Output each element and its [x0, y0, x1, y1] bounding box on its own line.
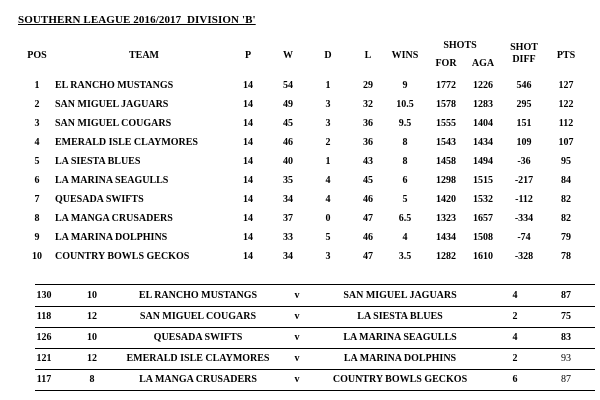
row-5-d: 1: [325, 156, 331, 167]
row-6-shots-aga: 1515: [473, 175, 493, 186]
row-7-shots-for: 1420: [436, 194, 456, 205]
row-6-pts: 84: [561, 175, 571, 186]
row-3-team: SAN MIGUEL COUGARS: [55, 118, 172, 129]
row-7-team: QUESADA SWIFTS: [55, 194, 144, 205]
row-6-p: 14: [243, 175, 253, 186]
fixture-3-col-d: 83: [561, 332, 571, 343]
fixture-5-col-b: 8: [89, 374, 95, 385]
row-8-team: LA MANGA CRUSADERS: [55, 213, 173, 224]
header-l: L: [364, 50, 372, 61]
row-7-w: 34: [283, 194, 293, 205]
fixture-4-home: EMERALD ISLE CLAYMORES: [126, 353, 270, 364]
row-9-pos: 9: [34, 232, 40, 243]
fixture-1-col-d: 87: [561, 290, 571, 301]
header-wins: WINS: [391, 50, 419, 61]
row-8-pos: 8: [34, 213, 40, 224]
row-2-team: SAN MIGUEL JAGUARS: [55, 99, 169, 110]
row-1-team: EL RANCHO MUSTANGS: [55, 80, 174, 91]
row-2-shot-diff: 295: [516, 99, 532, 110]
row-5-pts: 95: [561, 156, 571, 167]
row-3-shot-diff: 151: [516, 118, 532, 129]
row-8-d: 0: [325, 213, 331, 224]
row-4-w: 46: [283, 137, 293, 148]
row-4-team: EMERALD ISLE CLAYMORES: [55, 137, 198, 148]
row-10-pos: 10: [32, 251, 42, 262]
header-d: D: [324, 50, 332, 61]
header-shot-diff-line2: DIFF: [512, 54, 536, 65]
row-5-pos: 5: [34, 156, 40, 167]
fixture-5-vs: v: [294, 374, 300, 385]
fixture-4-vs: v: [294, 353, 300, 364]
row-7-l: 46: [363, 194, 373, 205]
fixture-4-col-d: 93: [561, 353, 571, 364]
row-4-pos: 4: [34, 137, 40, 148]
fixture-3-col-b: 10: [87, 332, 97, 343]
row-2-pos: 2: [34, 99, 40, 110]
row-4-l: 36: [363, 137, 373, 148]
row-7-shot-diff: -112: [515, 194, 533, 205]
row-6-pos: 6: [34, 175, 40, 186]
header-p: P: [244, 50, 252, 61]
fixture-5-away: COUNTRY BOWLS GECKOS: [332, 374, 468, 385]
row-6-l: 45: [363, 175, 373, 186]
header-pts: PTS: [556, 50, 576, 61]
row-5-w: 40: [283, 156, 293, 167]
fixture-3-col-a: 126: [36, 332, 52, 343]
row-3-shots-aga: 1404: [473, 118, 493, 129]
row-4-pts: 107: [558, 137, 574, 148]
row-3-pos: 3: [34, 118, 40, 129]
fixture-1-away: SAN MIGUEL JAGUARS: [343, 290, 457, 301]
fixture-1-col-b: 10: [87, 290, 97, 301]
row-3-pts: 112: [558, 118, 574, 129]
fixture-2-vs: v: [294, 311, 300, 322]
page-title: SOUTHERN LEAGUE 2016/2017 DIVISION 'B': [18, 14, 256, 26]
row-9-d: 5: [325, 232, 331, 243]
row-2-w: 49: [283, 99, 293, 110]
row-5-shots-aga: 1494: [473, 156, 493, 167]
row-2-p: 14: [243, 99, 253, 110]
row-10-l: 47: [363, 251, 373, 262]
row-9-shot-diff: -74: [517, 232, 531, 243]
row-2-wins: 10.5: [396, 99, 414, 110]
row-9-team: LA MARINA DOLPHINS: [55, 232, 168, 243]
row-8-shots-for: 1323: [436, 213, 456, 224]
row-10-pts: 78: [561, 251, 571, 262]
header-shot-diff-line1: SHOT: [510, 42, 538, 53]
row-5-wins: 8: [402, 156, 408, 167]
row-6-team: LA MARINA SEAGULLS: [55, 175, 169, 186]
fixture-3-col-c: 4: [512, 332, 518, 343]
row-10-shot-diff: -328: [514, 251, 534, 262]
row-8-wins: 6.5: [398, 213, 412, 224]
row-2-l: 32: [363, 99, 373, 110]
row-7-d: 4: [325, 194, 331, 205]
row-4-p: 14: [243, 137, 253, 148]
row-1-shots-aga: 1226: [473, 80, 493, 91]
row-4-shots-for: 1543: [436, 137, 456, 148]
row-9-w: 33: [283, 232, 293, 243]
row-6-wins: 6: [402, 175, 408, 186]
fixture-1-home: EL RANCHO MUSTANGS: [138, 290, 258, 301]
fixtures-divider-bottom: [35, 390, 595, 391]
row-2-d: 3: [325, 99, 331, 110]
row-10-wins: 3.5: [398, 251, 412, 262]
row-2-shots-aga: 1283: [473, 99, 493, 110]
row-3-l: 36: [363, 118, 373, 129]
fixture-5-col-c: 6: [512, 374, 518, 385]
row-7-pos: 7: [34, 194, 40, 205]
fixture-5-col-d: 87: [561, 374, 571, 385]
fixture-2-away: LA SIESTA BLUES: [357, 311, 443, 322]
row-10-shots-for: 1282: [436, 251, 456, 262]
row-7-pts: 82: [561, 194, 571, 205]
row-10-d: 3: [325, 251, 331, 262]
row-6-shot-diff: -217: [514, 175, 534, 186]
row-2-pts: 122: [558, 99, 574, 110]
fixture-2-col-a: 118: [36, 311, 52, 322]
header-team: TEAM: [129, 50, 159, 61]
fixture-3-home: QUESADA SWIFTS: [153, 332, 243, 343]
fixture-4-col-c: 2: [512, 353, 518, 364]
fixtures-divider-top: [35, 284, 595, 285]
row-9-shots-for: 1434: [436, 232, 456, 243]
fixture-5-col-a: 117: [36, 374, 52, 385]
row-4-wins: 8: [402, 137, 408, 148]
fixture-1-col-a: 130: [36, 290, 52, 301]
row-9-pts: 79: [561, 232, 571, 243]
row-1-shot-diff: 546: [516, 80, 532, 91]
row-10-w: 34: [283, 251, 293, 262]
row-8-p: 14: [243, 213, 253, 224]
row-4-shots-aga: 1434: [473, 137, 493, 148]
row-8-shot-diff: -334: [514, 213, 534, 224]
header-shots-for: FOR: [435, 58, 457, 69]
fixture-2-col-d: 75: [561, 311, 571, 322]
fixture-3-vs: v: [294, 332, 300, 343]
row-5-shots-for: 1458: [436, 156, 456, 167]
row-4-shot-diff: 109: [516, 137, 532, 148]
row-8-pts: 82: [561, 213, 571, 224]
row-1-w: 54: [283, 80, 293, 91]
row-5-team: LA SIESTA BLUES: [55, 156, 141, 167]
row-6-shots-for: 1298: [436, 175, 456, 186]
fixture-2-col-c: 2: [512, 311, 518, 322]
row-6-w: 35: [283, 175, 293, 186]
header-w: W: [283, 50, 293, 61]
row-4-d: 2: [325, 137, 331, 148]
row-10-p: 14: [243, 251, 253, 262]
row-9-wins: 4: [402, 232, 408, 243]
header-shots-aga: AGA: [471, 58, 495, 69]
row-3-p: 14: [243, 118, 253, 129]
row-10-team: COUNTRY BOWLS GECKOS: [55, 251, 190, 262]
row-5-shot-diff: -36: [517, 156, 531, 167]
fixtures-divider: [35, 306, 595, 307]
row-7-p: 14: [243, 194, 253, 205]
row-9-p: 14: [243, 232, 253, 243]
fixtures-divider: [35, 348, 595, 349]
fixture-2-home: SAN MIGUEL COUGARS: [139, 311, 257, 322]
fixture-2-col-b: 12: [87, 311, 97, 322]
row-1-wins: 9: [402, 80, 408, 91]
row-5-l: 43: [363, 156, 373, 167]
fixture-1-vs: v: [294, 290, 300, 301]
row-9-shots-aga: 1508: [473, 232, 493, 243]
fixtures-divider: [35, 327, 595, 328]
row-8-w: 37: [283, 213, 293, 224]
row-7-wins: 5: [402, 194, 408, 205]
row-8-l: 47: [363, 213, 373, 224]
row-1-p: 14: [243, 80, 253, 91]
row-1-shots-for: 1772: [436, 80, 456, 91]
row-8-shots-aga: 1657: [473, 213, 493, 224]
fixture-4-col-b: 12: [87, 353, 97, 364]
row-1-pts: 127: [558, 80, 574, 91]
row-3-wins: 9.5: [398, 118, 412, 129]
fixtures-divider: [35, 369, 595, 370]
fixture-5-home: LA MANGA CRUSADERS: [139, 374, 257, 385]
fixture-3-away: LA MARINA SEAGULLS: [343, 332, 457, 343]
row-2-shots-for: 1578: [436, 99, 456, 110]
row-3-w: 45: [283, 118, 293, 129]
row-7-shots-aga: 1532: [473, 194, 493, 205]
row-1-pos: 1: [34, 80, 40, 91]
fixture-4-col-a: 121: [36, 353, 52, 364]
row-1-d: 1: [325, 80, 331, 91]
row-3-shots-for: 1555: [436, 118, 456, 129]
row-6-d: 4: [325, 175, 331, 186]
fixture-1-col-c: 4: [512, 290, 518, 301]
row-5-p: 14: [243, 156, 253, 167]
row-10-shots-aga: 1610: [473, 251, 493, 262]
header-pos: POS: [27, 50, 47, 61]
row-1-l: 29: [363, 80, 373, 91]
row-9-l: 46: [363, 232, 373, 243]
fixture-4-away: LA MARINA DOLPHINS: [343, 353, 457, 364]
row-3-d: 3: [325, 118, 331, 129]
header-shots: SHOTS: [443, 40, 477, 51]
